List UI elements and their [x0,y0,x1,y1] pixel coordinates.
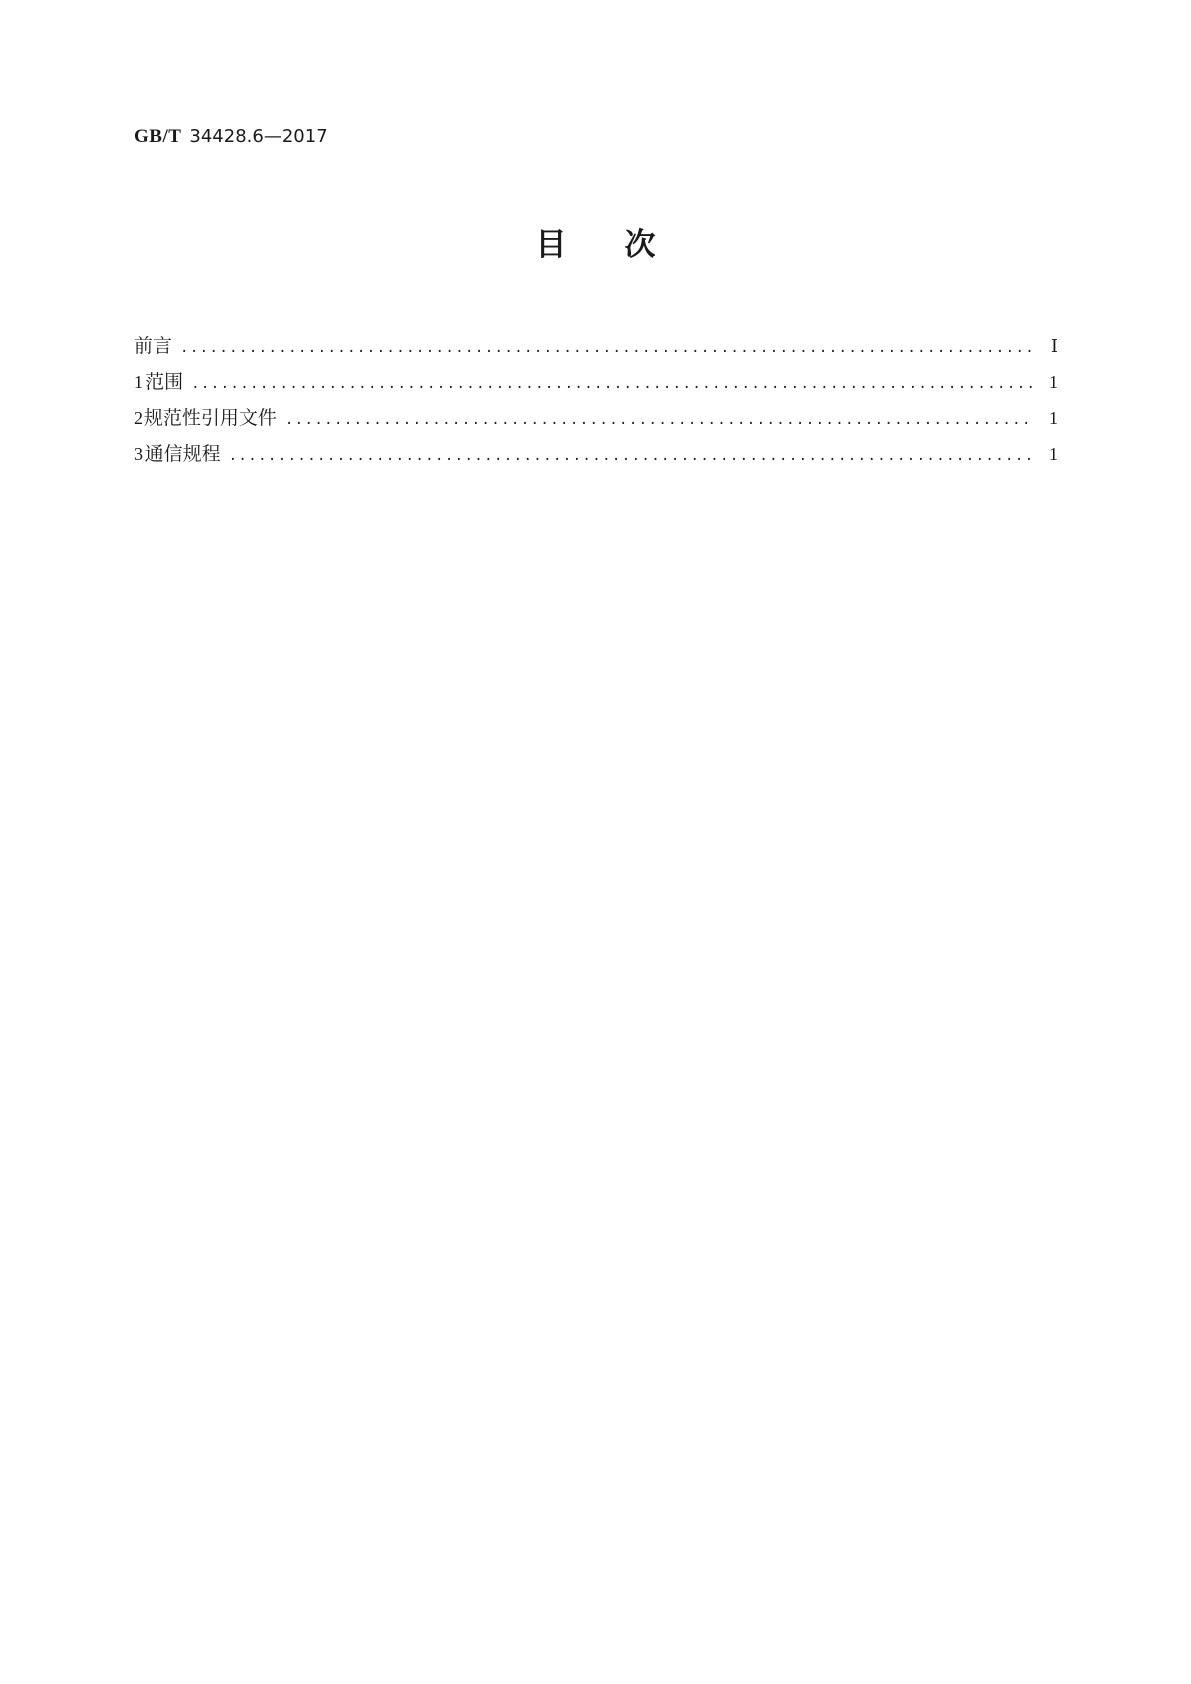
toc-entry-label: 规范性引用文件 [143,407,277,429]
toc-entry-label: 范围 [145,371,184,393]
toc-page-number: Ⅰ [1050,336,1058,356]
toc-entry-foreword[interactable] [134,328,1058,364]
toc-section-number: 2 [134,408,143,428]
table-of-contents [134,328,1058,472]
toc-section-number: 3 [134,444,143,464]
toc-entry-label: 前言 [134,335,173,357]
toc-dot-leader [191,366,1034,402]
toc-page-number: 1 [1049,444,1058,464]
standard-code [134,124,328,149]
toc-entry-scope[interactable] [134,364,1058,400]
toc-section-number: 1 [134,372,143,392]
toc-dot-leader [285,402,1034,438]
page-title-char-2: 次 [624,227,656,263]
toc-page-number: 1 [1049,372,1058,392]
toc-page-number: 1 [1049,408,1058,428]
page-title-char-1: 目 [535,227,567,263]
standard-prefix: GB/T [134,126,182,147]
toc-dot-leader [180,330,1034,366]
page-title [0,225,1191,265]
standard-number: 34428.6—2017 [189,126,328,147]
toc-dot-leader [229,438,1034,474]
toc-entry-communication-protocol[interactable] [134,436,1058,472]
toc-entry-label: 通信规程 [144,443,221,465]
toc-entry-normative-references[interactable] [134,400,1058,436]
